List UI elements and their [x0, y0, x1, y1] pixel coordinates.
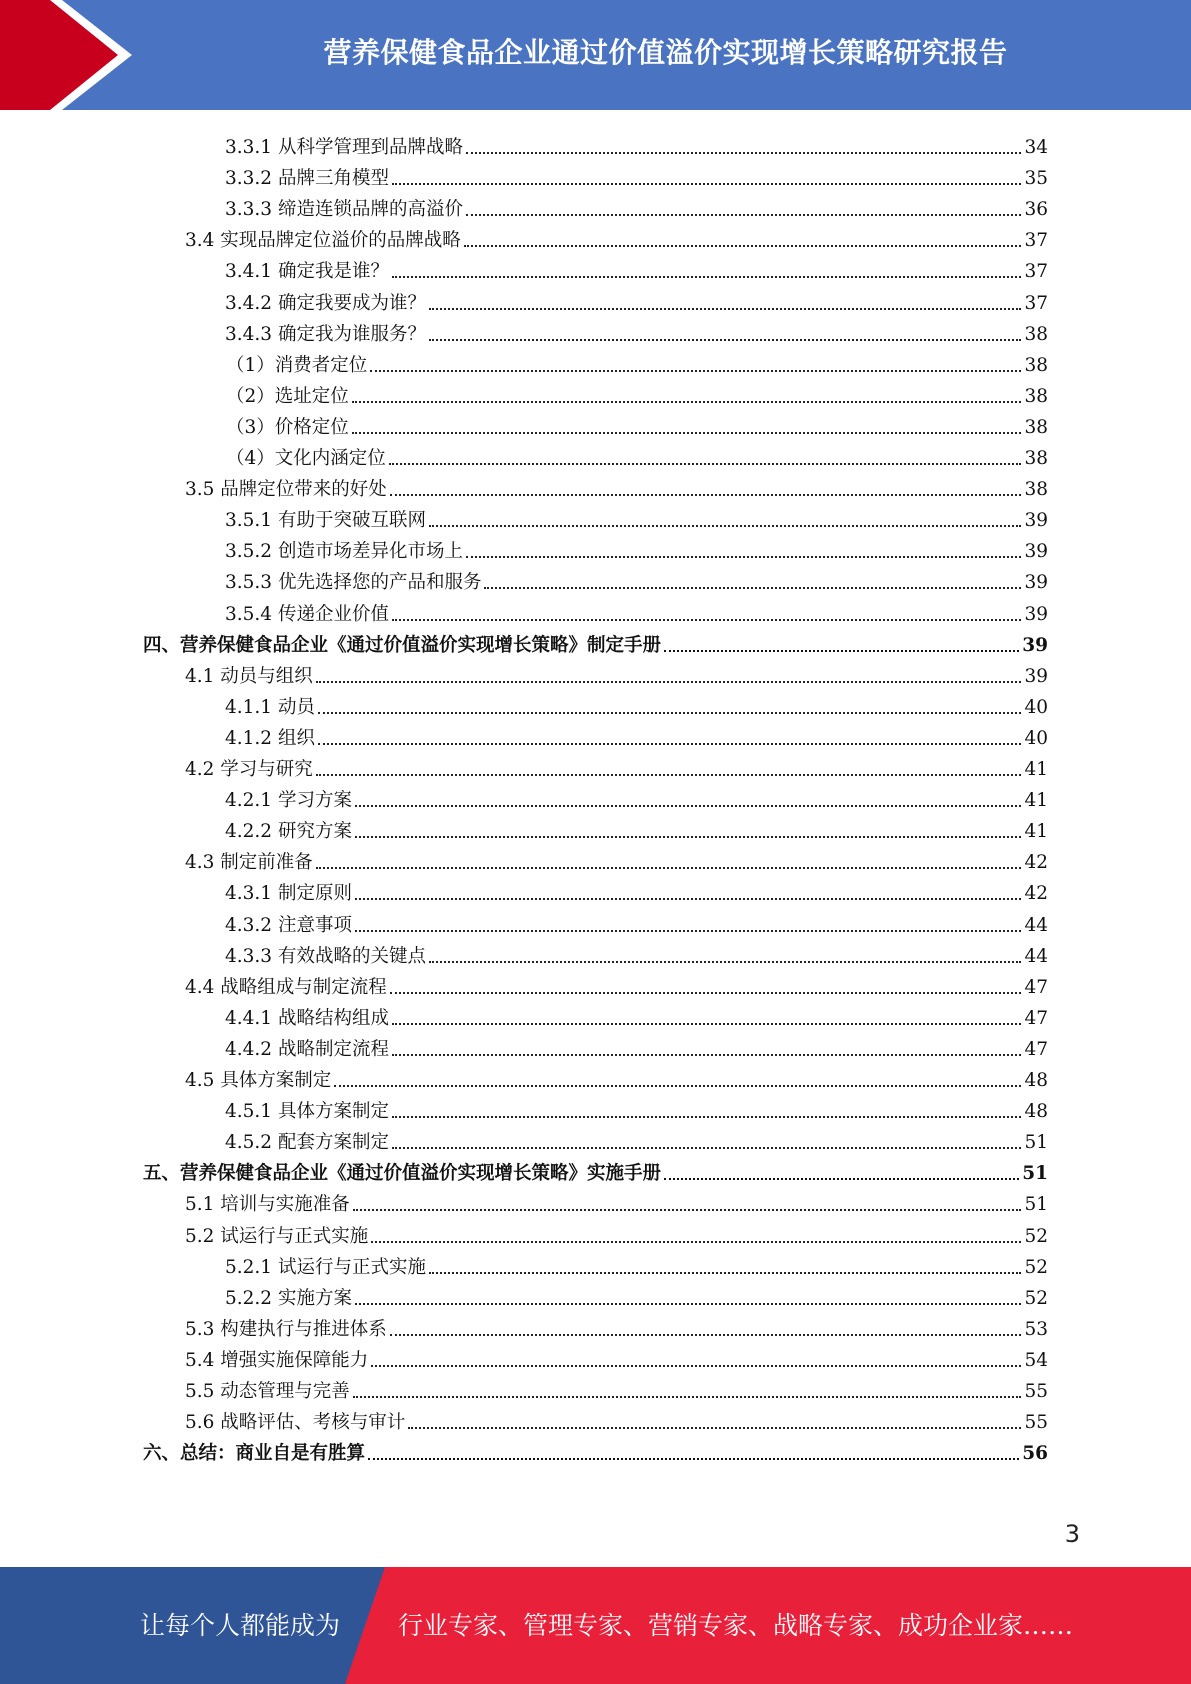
toc-entry[interactable] — [185, 1341, 1048, 1372]
toc-entry-page: 38 — [1024, 324, 1048, 345]
toc-entry-page: 53 — [1024, 1319, 1048, 1340]
toc-dot-leader — [355, 836, 1022, 838]
toc-dot-leader — [371, 1365, 1021, 1367]
toc-entry[interactable] — [185, 750, 1048, 781]
toc-entry-page: 37 — [1024, 230, 1048, 251]
toc-entry-title: 4.2.1 学习方案 — [225, 790, 352, 811]
toc-entry[interactable] — [225, 532, 1048, 563]
toc-entry-page: 41 — [1024, 821, 1048, 842]
toc-entry[interactable] — [185, 843, 1048, 874]
toc-dot-leader — [316, 867, 1022, 869]
toc-entry-page: 38 — [1024, 386, 1048, 407]
toc-dot-leader — [355, 1303, 1022, 1305]
toc-entry[interactable] — [185, 968, 1048, 999]
toc-dot-leader — [390, 494, 1022, 496]
toc-entry-page: 51 — [1024, 1132, 1048, 1153]
page-number: 3 — [1064, 1520, 1080, 1548]
toc-entry[interactable] — [185, 1310, 1048, 1341]
toc-dot-leader — [389, 463, 1022, 465]
toc-entry-page: 41 — [1024, 790, 1048, 811]
toc-entry[interactable] — [225, 781, 1048, 812]
toc-entry-title: 5.1 培训与实施准备 — [185, 1194, 350, 1215]
toc-entry-page: 52 — [1024, 1288, 1048, 1309]
toc-entry-title: 4.4.1 战略结构组成 — [225, 1008, 389, 1029]
toc-dot-leader — [408, 1427, 1021, 1429]
toc-entry-page: 55 — [1024, 1381, 1048, 1402]
toc-entry-page: 39 — [1024, 604, 1048, 625]
toc-entry-page: 47 — [1024, 977, 1048, 998]
toc-entry-page: 51 — [1024, 1194, 1048, 1215]
toc-entry[interactable] — [225, 1279, 1048, 1310]
toc-dot-leader — [368, 1458, 1019, 1460]
toc-entry[interactable] — [185, 221, 1048, 252]
toc-entry-page: 38 — [1024, 479, 1048, 500]
toc-entry[interactable] — [225, 563, 1048, 594]
toc-entry-page: 56 — [1022, 1443, 1048, 1464]
toc-entry-title: 五、营养保健食品企业《通过价值溢价实现增长策略》实施手册 — [143, 1163, 662, 1184]
page-header — [0, 0, 1191, 110]
toc-entry[interactable] — [226, 439, 1048, 470]
toc-entry[interactable] — [185, 657, 1048, 688]
toc-entry-page: 47 — [1024, 1008, 1048, 1029]
toc-entry-page: 39 — [1022, 635, 1048, 656]
toc-entry-page: 39 — [1024, 666, 1048, 687]
toc-entry-title: 4.2.2 研究方案 — [225, 821, 352, 842]
toc-dot-leader — [316, 774, 1022, 776]
toc-dot-leader — [429, 961, 1021, 963]
toc-entry[interactable] — [225, 1248, 1048, 1279]
toc-entry-title: 4.4 战略组成与制定流程 — [185, 977, 387, 998]
toc-entry-title: 3.4.1 确定我是谁？ — [225, 261, 389, 282]
toc-dot-leader — [390, 1334, 1022, 1336]
page-footer — [0, 1567, 1191, 1684]
toc-entry-page: 55 — [1024, 1412, 1048, 1433]
toc-entry-title: 5.3 构建执行与推进体系 — [185, 1319, 387, 1340]
toc-dot-leader — [352, 401, 1022, 403]
toc-entry[interactable] — [143, 1154, 1048, 1185]
toc-entry-title: （1）消费者定位 — [226, 355, 368, 376]
toc-entry-title: 4.3.2 注意事项 — [225, 915, 352, 936]
toc-dot-leader — [352, 432, 1022, 434]
toc-entry-title: 3.3.1 从科学管理到品牌战略 — [225, 137, 463, 158]
toc-dot-leader — [392, 1054, 1021, 1056]
toc-entry-title: （3）价格定位 — [226, 417, 349, 438]
toc-dot-leader — [484, 587, 1021, 589]
toc-entry[interactable] — [225, 937, 1048, 968]
toc-entry-title: 4.5.1 具体方案制定 — [225, 1101, 389, 1122]
toc-entry-page: 37 — [1024, 261, 1048, 282]
toc-entry-title: 3.5 品牌定位带来的好处 — [185, 479, 387, 500]
toc-entry[interactable] — [225, 1092, 1048, 1123]
toc-dot-leader — [390, 992, 1022, 994]
toc-entry-page: 54 — [1024, 1350, 1048, 1371]
toc-entry[interactable] — [225, 719, 1048, 750]
toc-dot-leader — [664, 1178, 1019, 1180]
toc-entry-title: 5.2.2 实施方案 — [225, 1288, 352, 1309]
toc-entry-page: 51 — [1022, 1163, 1048, 1184]
toc-dot-leader — [334, 1085, 1021, 1087]
toc-entry-page: 39 — [1024, 510, 1048, 531]
toc-entry[interactable] — [225, 252, 1048, 283]
toc-entry[interactable] — [225, 812, 1048, 843]
toc-entry[interactable] — [225, 501, 1048, 532]
toc-entry-title: 3.5.3 优先选择您的产品和服务 — [225, 572, 482, 593]
toc-dot-leader — [392, 1116, 1021, 1118]
toc-dot-leader — [429, 339, 1021, 341]
toc-entry[interactable] — [185, 1372, 1048, 1403]
toc-entry[interactable] — [225, 284, 1048, 315]
toc-dot-leader — [355, 898, 1022, 900]
toc-entry-title: 3.4 实现品牌定位溢价的品牌战略 — [185, 230, 461, 251]
toc-entry-page: 39 — [1024, 541, 1048, 562]
toc-entry[interactable] — [143, 1434, 1048, 1465]
toc-entry-title: 5.6 战略评估、考核与审计 — [185, 1412, 406, 1433]
toc-entry-title: 4.1.1 动员 — [225, 697, 315, 718]
toc-entry-title: 3.5.2 创造市场差异化市场上 — [225, 541, 463, 562]
toc-dot-leader — [355, 805, 1022, 807]
toc-entry-title: 3.3.3 缔造连锁品牌的高溢价 — [225, 199, 463, 220]
toc-entry-page: 36 — [1024, 199, 1048, 220]
toc-entry-title: 4.1.2 组织 — [225, 728, 315, 749]
toc-entry-title: （4）文化内涵定位 — [226, 448, 386, 469]
toc-entry-title: 四、营养保健食品企业《通过价值溢价实现增长策略》制定手册 — [143, 635, 662, 656]
toc-entry[interactable] — [225, 999, 1048, 1030]
toc-entry[interactable] — [226, 408, 1048, 439]
toc-dot-leader — [318, 712, 1022, 714]
toc-dot-leader — [464, 245, 1022, 247]
toc-entry-title: 5.2.1 试运行与正式实施 — [225, 1257, 426, 1278]
toc-entry-page: 38 — [1024, 355, 1048, 376]
toc-entry[interactable] — [143, 626, 1048, 657]
toc-dot-leader — [429, 1272, 1021, 1274]
toc-entry[interactable] — [225, 1030, 1048, 1061]
toc-entry-title: （2）选址定位 — [226, 386, 349, 407]
toc-dot-leader — [355, 930, 1022, 932]
toc-entry[interactable] — [185, 470, 1048, 501]
toc-entry-page: 44 — [1024, 915, 1048, 936]
toc-entry-page: 34 — [1024, 137, 1048, 158]
toc-entry-title: 4.4.2 战略制定流程 — [225, 1039, 389, 1060]
toc-entry[interactable] — [225, 1123, 1048, 1154]
toc-dot-leader — [370, 370, 1021, 372]
toc-entry[interactable] — [185, 1061, 1048, 1092]
toc-entry-page: 42 — [1024, 883, 1048, 904]
toc-dot-leader — [353, 1396, 1022, 1398]
toc-entry-title: 4.5.2 配套方案制定 — [225, 1132, 389, 1153]
toc-entry[interactable] — [225, 688, 1048, 719]
toc-entry-title: 4.3.3 有效战略的关键点 — [225, 946, 426, 967]
toc-entry-title: 4.3.1 制定原则 — [225, 883, 352, 904]
toc-dot-leader — [392, 1147, 1021, 1149]
toc-entry-title: 3.4.2 确定我要成为谁？ — [225, 293, 426, 314]
toc-dot-leader — [466, 152, 1021, 154]
toc-entry[interactable] — [226, 346, 1048, 377]
toc-dot-leader — [466, 556, 1021, 558]
toc-entry-page: 40 — [1024, 728, 1048, 749]
toc-entry-title: 4.5 具体方案制定 — [185, 1070, 332, 1091]
toc-entry-page: 35 — [1024, 168, 1048, 189]
toc-entry-title: 4.1 动员与组织 — [185, 666, 313, 687]
toc-entry-page: 44 — [1024, 946, 1048, 967]
toc-entry-title: 5.4 增强实施保障能力 — [185, 1350, 369, 1371]
toc-entry[interactable] — [225, 159, 1048, 190]
toc-entry-page: 42 — [1024, 852, 1048, 873]
toc-entry-title: 4.2 学习与研究 — [185, 759, 313, 780]
toc-entry-title: 3.5.4 传递企业价值 — [225, 604, 389, 625]
toc-entry[interactable] — [225, 190, 1048, 221]
toc-entry-page: 48 — [1024, 1101, 1048, 1122]
toc-entry[interactable] — [225, 128, 1048, 159]
toc-entry-title: 5.2 试运行与正式实施 — [185, 1226, 369, 1247]
toc-entry-page: 39 — [1024, 572, 1048, 593]
toc-entry[interactable] — [225, 595, 1048, 626]
toc-dot-leader — [429, 525, 1021, 527]
toc-entry-page: 48 — [1024, 1070, 1048, 1091]
toc-entry-page: 40 — [1024, 697, 1048, 718]
toc-dot-leader — [392, 276, 1021, 278]
toc-entry[interactable] — [225, 874, 1048, 905]
toc-entry[interactable] — [185, 1217, 1048, 1248]
toc-dot-leader — [466, 214, 1021, 216]
footer-slogan-right: 行业专家、管理专家、营销专家、战略专家、成功企业家…… — [398, 1611, 1074, 1640]
toc-entry[interactable] — [225, 315, 1048, 346]
toc-entry-page: 38 — [1024, 448, 1048, 469]
toc-dot-leader — [392, 619, 1021, 621]
toc-dot-leader — [353, 1209, 1022, 1211]
toc-entry[interactable] — [225, 906, 1048, 937]
toc-entry[interactable] — [185, 1403, 1048, 1434]
toc-entry-page: 52 — [1024, 1226, 1048, 1247]
toc-entry-page: 41 — [1024, 759, 1048, 780]
toc-entry-page: 37 — [1024, 293, 1048, 314]
toc-dot-leader — [664, 650, 1019, 652]
toc-dot-leader — [316, 681, 1022, 683]
toc-entry-title: 3.3.2 品牌三角模型 — [225, 168, 389, 189]
toc-dot-leader — [318, 743, 1022, 745]
toc-entry-title: 4.3 制定前准备 — [185, 852, 313, 873]
toc-entry-page: 52 — [1024, 1257, 1048, 1278]
toc-entry-title: 六、总结：商业自是有胜算 — [143, 1443, 366, 1464]
toc-dot-leader — [392, 1023, 1021, 1025]
toc-dot-leader — [371, 1241, 1021, 1243]
toc-entry-page: 38 — [1024, 417, 1048, 438]
toc-dot-leader — [429, 308, 1021, 310]
toc-entry-title: 3.4.3 确定我为谁服务？ — [225, 324, 426, 345]
toc-entry[interactable] — [226, 377, 1048, 408]
footer-slogan-left: 让每个人都能成为 — [140, 1611, 341, 1640]
toc-entry-title: 5.5 动态管理与完善 — [185, 1381, 350, 1402]
toc-entry[interactable] — [185, 1185, 1048, 1216]
toc-entry-title: 3.5.1 有助于突破互联网 — [225, 510, 426, 531]
report-title: 营养保健食品企业通过价值溢价实现增长策略研究报告 — [323, 36, 1008, 69]
toc-dot-leader — [392, 183, 1021, 185]
toc-entry-page: 47 — [1024, 1039, 1048, 1060]
